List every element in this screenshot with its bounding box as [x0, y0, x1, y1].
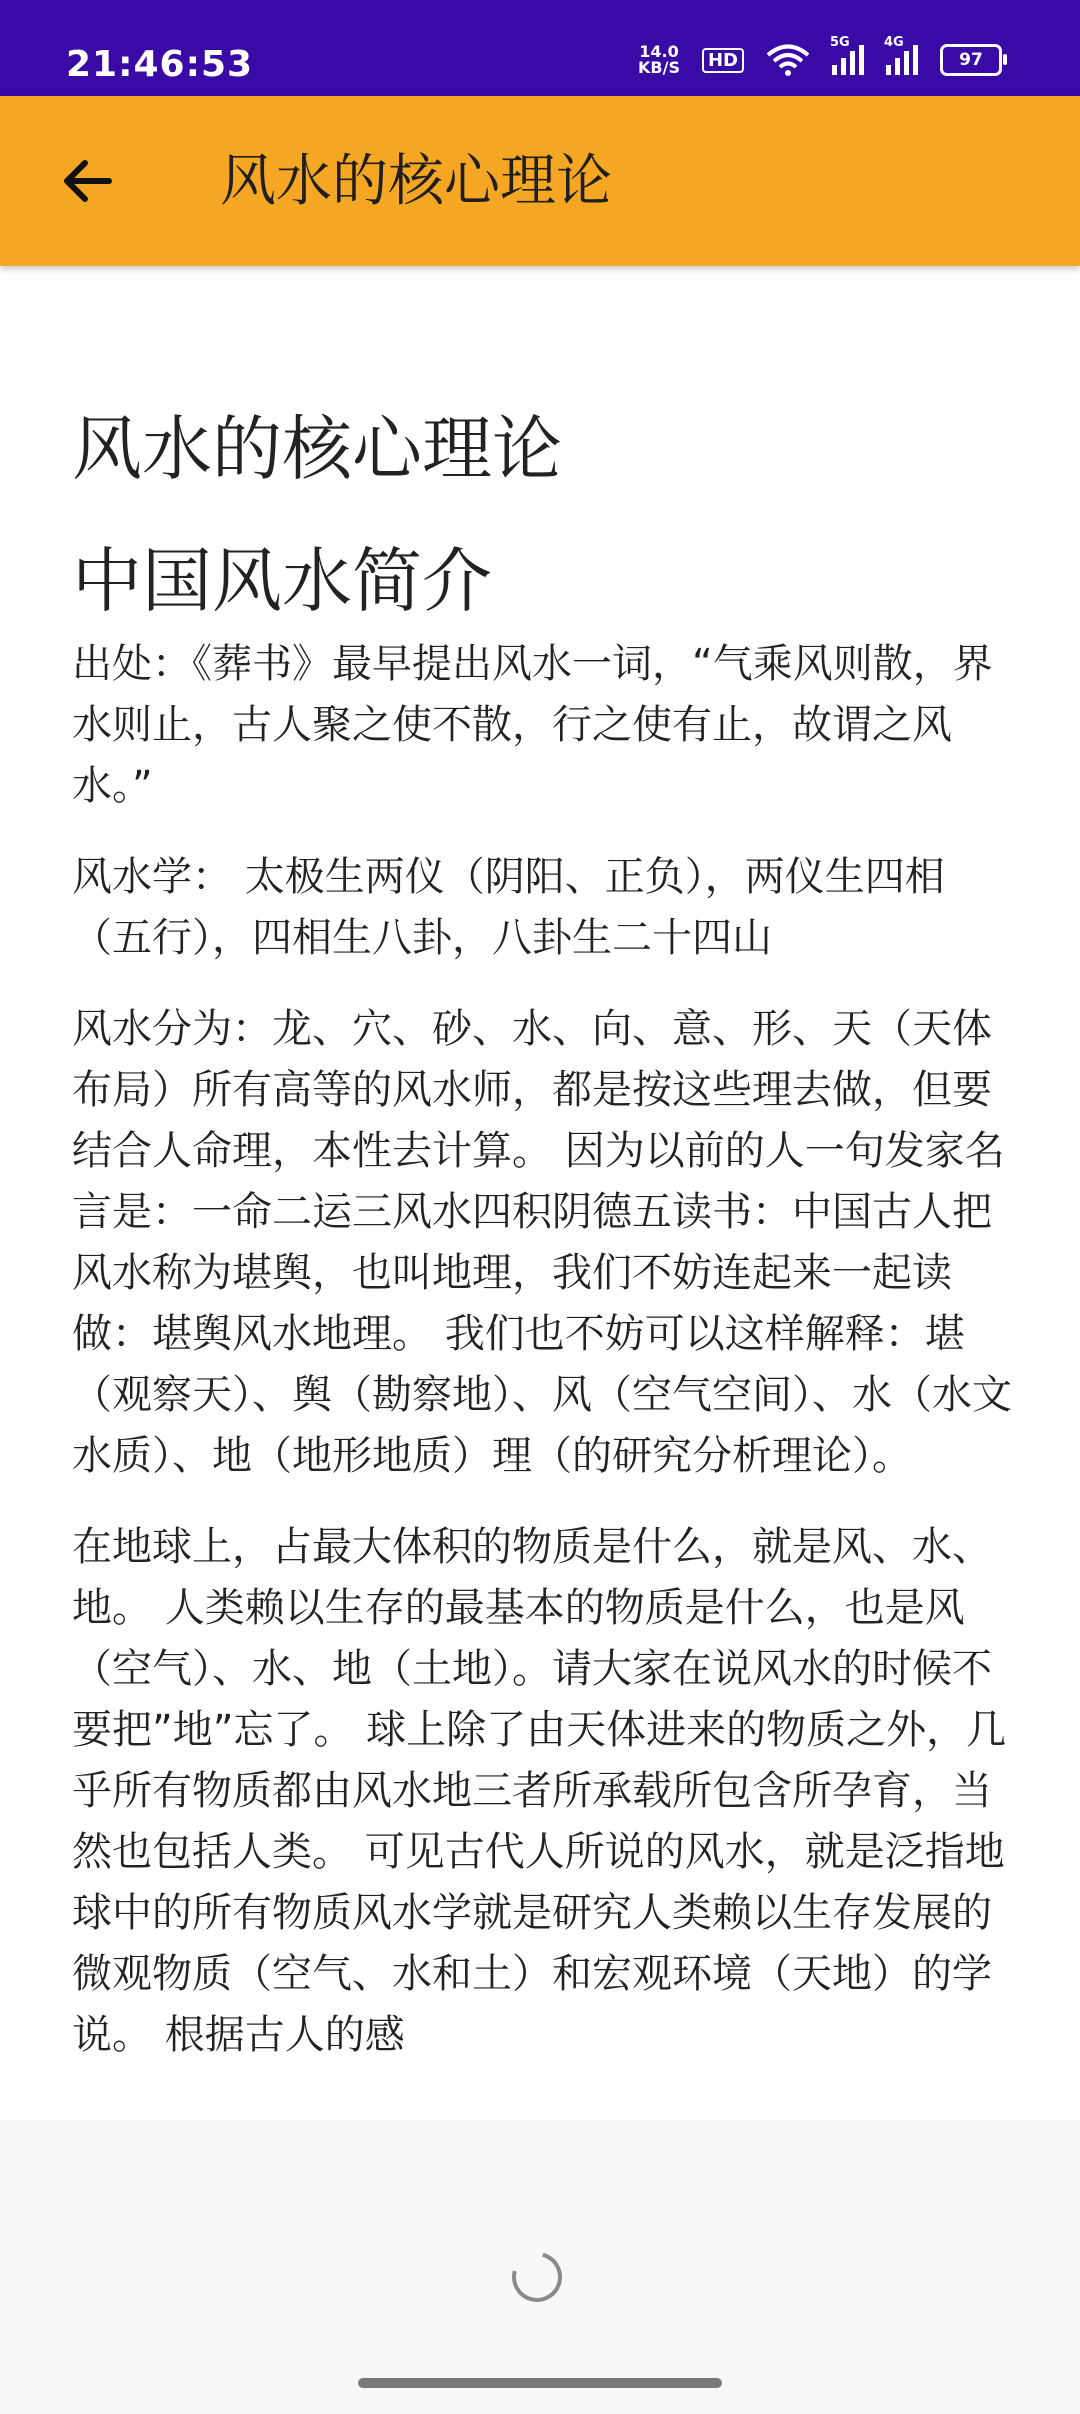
status-icons	[638, 35, 1002, 77]
network-speed-unit: KB/S	[638, 58, 680, 77]
arrow-left-icon	[59, 153, 115, 209]
article-paragraph: 在地球上，占最大体积的物质是什么，就是风、水、地。 人类赖以生存的最基本的物质是什么，也是风（空气）、水、地（土地）。请大家在说风水的时候不要把”地”忘了。 球上除了由天体进来的物质之外，几乎所有物质都由风水地三者所承载所包含所孕育，当然也包括人类。 可见古代人所说的风水，就是泛指地球中的所有物质风水学就是研究人类赖以生存发展的微观物质（空气、水和土）和宏观环境（天地）的学说。 根据古人的感	[72, 1524, 1007, 2058]
article-title: 风水的核心理论	[72, 408, 562, 490]
signal-4g-label: 4G	[884, 35, 904, 50]
network-speed	[638, 44, 680, 76]
status-time: 21:46:53	[66, 44, 254, 85]
article-paragraph: 风水学： 太极生两仪（阴阳、正负），两仪生四相（五行），四相生八卦，八卦生二十四山	[72, 854, 945, 961]
article-paragraph: 风水分为：龙、穴、砂、水、向、意、形、天（天体布局）所有高等的风水师，都是按这些理去做，但要结合人命理，本性去计算。 因为以前的人一句发家名言是：一命二运三风水四积阴德五读书：中国古人把风水称为堪舆，也叫地理，我们不妨连起来一起读做：堪舆风水地理。 我们也不妨可以这样解释：堪（观察天）、舆（勘察地）、风（空气空间）、水（水文水质）、地（地形地质）理（的研究分析理论）。	[72, 1006, 1012, 1479]
article-content[interactable]	[72, 266, 1012, 2120]
article-paragraph: 出处：《葬书》最早提出风水一词，“气乘风则散，界水则止，古人聚之使不散，行之使有止，故谓之风水。”	[72, 641, 993, 809]
signal-5g-icon	[830, 35, 864, 75]
back-button[interactable]	[50, 144, 124, 218]
article-subtitle: 中国风水简介	[72, 540, 492, 622]
battery-icon: 97	[940, 44, 1002, 76]
app-bar-title: 风水的核心理论	[220, 149, 612, 214]
network-speed-value: 14.0	[639, 42, 679, 61]
signal-4g-icon	[884, 35, 918, 75]
home-indicator[interactable]	[358, 2378, 722, 2388]
wifi-icon	[766, 44, 810, 76]
status-bar	[0, 0, 1080, 96]
signal-5g-label: 5G	[830, 35, 850, 50]
app-bar	[0, 96, 1080, 266]
hd-icon: HD	[702, 48, 744, 73]
